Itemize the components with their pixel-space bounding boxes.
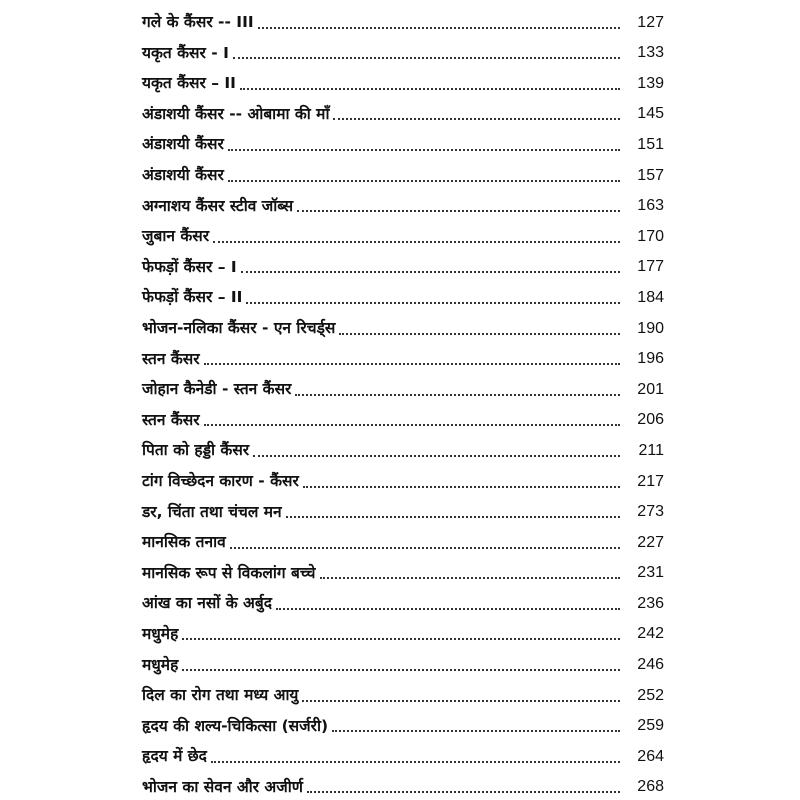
toc-dot-leader <box>182 669 620 671</box>
toc-entry-title: पिता को हड्डी कैंसर <box>142 441 250 460</box>
toc-dot-leader <box>233 57 620 59</box>
toc-entry-page-number: 206 <box>637 411 664 429</box>
toc-entry <box>142 157 664 188</box>
toc-entry-title: हृदय में छेद <box>142 747 207 766</box>
toc-entry <box>142 279 664 310</box>
toc-dot-leader <box>228 180 620 182</box>
toc-dot-leader <box>211 761 620 763</box>
toc-dot-leader <box>297 210 620 212</box>
toc-entry-title: भोजन का सेवन और अजीर्ण <box>142 777 303 796</box>
toc-entry <box>142 218 664 249</box>
toc-entry <box>142 65 664 96</box>
toc-entry <box>142 35 664 66</box>
toc-dot-leader <box>246 302 620 304</box>
table-of-contents <box>142 4 664 799</box>
toc-dot-leader <box>230 547 620 549</box>
toc-dot-leader <box>258 27 620 29</box>
toc-entry-title: अग्नाशय कैंसर स्टीव जॉब्स <box>142 196 294 215</box>
toc-dot-leader <box>213 241 620 243</box>
toc-entry-page-number: 231 <box>637 564 664 582</box>
toc-entry <box>142 341 664 372</box>
toc-dot-leader <box>182 638 620 640</box>
toc-entry-title: मानसिक तनाव <box>142 533 226 552</box>
toc-entry <box>142 249 664 280</box>
toc-entry <box>142 677 664 708</box>
toc-entry <box>142 524 664 555</box>
toc-entry <box>142 585 664 616</box>
toc-entry-title: जुबान कैंसर <box>142 227 210 246</box>
toc-entry-page-number: 184 <box>637 288 664 306</box>
toc-entry-page-number: 139 <box>637 74 664 92</box>
toc-dot-leader <box>302 700 620 702</box>
toc-entry-title: जोहान कैनेडी - स्तन कैंसर <box>142 380 292 399</box>
toc-entry <box>142 555 664 586</box>
toc-entry-title: फेफड़ों कैंसर – I <box>142 257 237 276</box>
toc-dot-leader <box>332 730 620 732</box>
toc-entry-page-number: 201 <box>637 380 664 398</box>
toc-entry <box>142 432 664 463</box>
toc-entry-title: स्तन कैंसर <box>142 410 200 429</box>
toc-entry <box>142 402 664 433</box>
toc-entry-page-number: 177 <box>637 258 664 276</box>
toc-entry <box>142 708 664 739</box>
toc-entry <box>142 738 664 769</box>
toc-dot-leader <box>286 516 620 518</box>
toc-entry-title: मधुमेह <box>142 624 179 643</box>
toc-entry-title: स्तन कैंसर <box>142 349 200 368</box>
toc-dot-leader <box>303 486 620 488</box>
toc-entry <box>142 494 664 525</box>
toc-entry-page-number: 145 <box>637 105 664 123</box>
toc-entry-page-number: 252 <box>637 686 664 704</box>
toc-dot-leader <box>240 88 620 90</box>
toc-entry-title: डर, चिंता तथा चंचल मन <box>142 502 282 521</box>
toc-entry-title: टांग विच्छेदन कारण - कैंसर <box>142 472 299 490</box>
toc-entry <box>142 371 664 402</box>
toc-entry-page-number: 268 <box>637 778 664 796</box>
toc-entry-title: दिल का रोग तथा मध्य आयु <box>142 686 299 705</box>
toc-entry-title: मानसिक रूप से विकलांग बच्चे <box>142 563 316 582</box>
toc-entry-page-number: 264 <box>637 747 664 765</box>
toc-entry-page-number: 151 <box>637 135 664 153</box>
toc-entry-page-number: 227 <box>637 533 664 551</box>
toc-entry-title: अंडाशयी कैंसर <box>142 135 224 154</box>
toc-entry-title: हृदय की शल्य-चिकित्सा (सर्जरी) <box>142 716 329 735</box>
toc-entry-title: अंडाशयी कैंसर <box>142 166 224 185</box>
toc-entry-title: अंडाशयी कैंसर -- ओबामा की माँ <box>142 104 330 123</box>
toc-entry <box>142 4 664 35</box>
toc-entry-page-number: 133 <box>637 44 664 62</box>
toc-dot-leader <box>333 118 620 120</box>
toc-entry-title: यकृत कैंसर – II <box>142 74 236 93</box>
toc-entry <box>142 96 664 127</box>
toc-entry <box>142 188 664 219</box>
toc-entry-title: आंख का नसों के अर्बुद <box>142 594 272 613</box>
toc-entry <box>142 646 664 677</box>
toc-entry <box>142 769 664 800</box>
toc-dot-leader <box>253 455 620 457</box>
toc-dot-leader <box>339 333 620 335</box>
toc-entry-page-number: 273 <box>637 503 664 521</box>
toc-entry-page-number: 190 <box>637 319 664 337</box>
toc-entry-page-number: 259 <box>637 717 664 735</box>
toc-entry-title: भोजन-नलिका कैंसर - एन रिचर्ड्स <box>142 319 336 338</box>
toc-entry-page-number: 246 <box>637 656 664 674</box>
toc-entry <box>142 616 664 647</box>
toc-entry-page-number: 217 <box>637 472 664 490</box>
toc-entry-page-number: 196 <box>637 350 664 368</box>
toc-dot-leader <box>204 424 620 426</box>
toc-entry <box>142 126 664 157</box>
toc-dot-leader <box>307 791 620 793</box>
toc-entry-title: फेफड़ों कैंसर – II <box>142 288 243 307</box>
toc-dot-leader <box>295 394 620 396</box>
toc-entry-title: मधुमेह <box>142 655 179 674</box>
toc-entry-title: यकृत कैंसर - I <box>142 43 229 62</box>
toc-entry-page-number: 211 <box>638 441 664 459</box>
toc-dot-leader <box>204 363 620 365</box>
toc-dot-leader <box>320 577 620 579</box>
toc-entry-page-number: 127 <box>637 13 664 31</box>
toc-entry <box>142 310 664 341</box>
toc-entry-page-number: 157 <box>637 166 664 184</box>
toc-entry-title: गले के कैंसर -- III <box>142 13 254 32</box>
toc-entry-page-number: 163 <box>637 197 664 215</box>
toc-entry-page-number: 242 <box>637 625 664 643</box>
toc-dot-leader <box>276 608 620 610</box>
toc-entry-page-number: 236 <box>637 594 664 612</box>
toc-dot-leader <box>228 149 620 151</box>
toc-dot-leader <box>241 271 620 273</box>
toc-entry <box>142 463 664 494</box>
toc-entry-page-number: 170 <box>637 227 664 245</box>
